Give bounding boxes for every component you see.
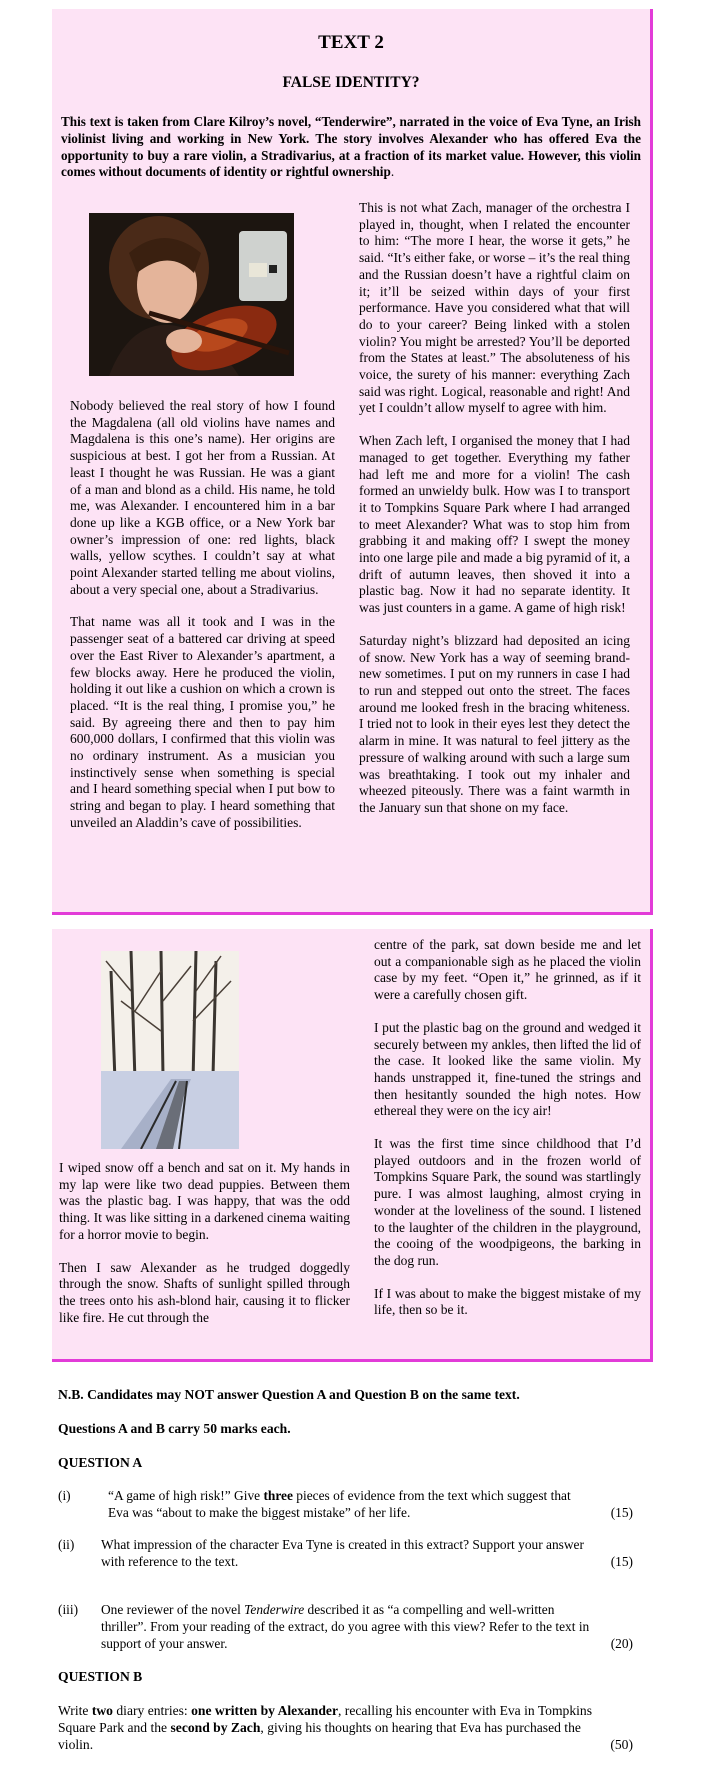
- paragraph: When Zach left, I organised the money that I had managed to get together. Everything my father had left me and more for a violin! The cash formed an unwieldy bulk. How was I to transport it to Tompkins Square Park where I had arranged to meet Alexander? What was to stop him from grabbing it and making off? I swept the money into one large pile and made a big pyramid of it, a drift of autumn leaves, then shoved it into a plastic bag. Now it had no separate identity. It was just counters in a game. A game of high risk!: [359, 433, 630, 616]
- text-column-1: [70, 398, 335, 848]
- paragraph: I put the plastic bag on the ground and wedged it securely between my ankles, then lifted the lid of the case. It looked like the same violin. My hands unstrapped it, fine-tuned the strings and then hesitantly sounded the high notes. How ethereal they were on the icy air!: [374, 1019, 641, 1119]
- text-column-4: [374, 937, 641, 1335]
- paragraph: I wiped snow off a bench and sat on it. My hands in my lap were like two dead puppies. Between them was the plastic bag. I was happy, that was the odd thing. It was like sitting in a darkened cinema waiting for a horror movie to begin.: [59, 1160, 350, 1242]
- paragraph: centre of the park, sat down beside me and let out a companionable sigh as he placed the violin case by my feet. “Open it,” he grinned, as if it were a carefully chosen gift.: [374, 937, 641, 1003]
- marks-label: (15): [610, 1505, 633, 1520]
- paragraph: Saturday night’s blizzard had deposited an icing of snow. New York has a way of seeming brand-new sometimes. I put on my runners in case I had to run and stepped out onto the street. The faces around me looked fresh in the bracing whiteness. I tried not to look in their eyes lest they detect the alarm in mine. It was natural to feel jittery as the pressure of walking around with such a large sum was breathtaking. I took out my inhaler and wheezed piteously. There was a faint warmth in the January sun that shone on my face.: [359, 632, 630, 815]
- page-title: TEXT 2: [318, 32, 384, 53]
- paragraph: Nobody believed the real story of how I found the Magdalena (all old violins have names and Magdalena is this one’s name). Her origins are suspicious at best. I got her from a Russian. At least I thought he was Russian. He was a giant of a man and blond as a child. His name, he told me, was Alexander. I encountered him in a bar done up like a KGB office, or a New York bar owner’s impression of one: red lights, black walls, yellow scythes. I couldn’t say at what point Alexander started telling me about violins, about a very special one, about a Stradivarius.: [70, 398, 335, 597]
- question-a-item-3: [58, 1601, 633, 1653]
- paragraph: This is not what Zach, manager of the orchestra I played in, thought, when I related the encounter to him: “The more I hear, the worse it gets,” he said. “It’s either fake, or worse – it’s the real thing and the Russian doesn’t have a rightful claim on it; it’ll be seized within days of your first performance. Have you considered what that will do to your career? Being linked with a stolen violin? You might be arrested? You’ll be deported from the States at least.” The absoluteness of his voice, the surety of his manner: everything Zach said was right. Logical, reasonable and right! And yet I couldn’t allow myself to agree with him.: [359, 200, 630, 416]
- question-text: What impression of the character Eva Tyne is created in this extract? Support your answer with reference to the text. (15): [101, 1537, 633, 1569]
- paragraph: That name was all it took and I was in the passenger seat of a battered car driving at speed over the East River to Alexander’s apartment, a few blocks away. Here he produced the violin, holding it out like a cushion on which a crown is placed. “It is the real thing, I promise you,” he said. By agreeing there and then to pay him 600,000 dollars, I confirmed that this violin was no ordinary instrument. As a musician you instinctively sense when something is special and I heard something special when I put bow to string and began to play. I heard something that unveiled an Aladdin’s cave of possibilities.: [70, 614, 335, 830]
- text-column-3: [59, 1160, 350, 1342]
- text-column-2: [359, 200, 630, 833]
- text-box-1: [52, 9, 653, 915]
- question-number: (ii): [58, 1537, 75, 1552]
- violinist-photo: [89, 213, 294, 376]
- snowy-park-bench-photo: [101, 951, 239, 1149]
- question-b-title: QUESTION B: [58, 1669, 143, 1684]
- marks-label: (15): [610, 1554, 633, 1569]
- question-a-title: QUESTION A: [58, 1455, 143, 1470]
- question-number: (iii): [58, 1602, 79, 1617]
- question-text: One reviewer of the novel Tenderwire described it as “a compelling and well-written thriller”. From your reading of the extract, do you agree with this view? Refer to the text in support of your answer. (20): [101, 1602, 633, 1651]
- marks-note: Questions A and B carry 50 marks each.: [58, 1421, 291, 1436]
- extract-title: FALSE IDENTITY?: [282, 74, 420, 91]
- question-b-text: Write two diary entries: one written by Alexander, recalling his encounter with Eva in Tompkins Square Park and the second by Zach, giving his thoughts on hearing that Eva has purchased the violin. (50): [58, 1703, 633, 1752]
- marks-label: (20): [610, 1636, 633, 1651]
- nb-note: N.B. Candidates may NOT answer Question A and Question B on the same text.: [58, 1387, 520, 1402]
- question-number: (i): [58, 1488, 71, 1503]
- marks-label: (50): [610, 1737, 633, 1752]
- paragraph: It was the first time since childhood that I’d played outdoors and in the frozen world of Tompkins Square Park, the sound was startlingly pure. I was almost laughing, almost crying in wonder at the loveliness of the sound. I listened to the laughter of the children in the playground, the cooing of the woodpigeons, the barking in the dog run.: [374, 1136, 641, 1268]
- paragraph: Then I saw Alexander as he trudged doggedly through the snow. Shafts of sunlight spilled through the trees onto his ash-blond hair, causing it to flicker like fire. He cut through the: [59, 1259, 350, 1325]
- question-text: “A game of high risk!” Give three pieces of evidence from the text which suggest that Eva was “about to make the biggest mistake” of her life. (15): [108, 1488, 633, 1520]
- intro-paragraph: This text is taken from Clare Kilroy’s novel, “Tenderwire”, narrated in the voice of Eva Tyne, an Irish violinist living and working in New York. The story involves Alexander who has offered Eva the opportunity to buy a rare violin, a Stradivarius, at a fraction of its market value. However, this violin comes without documents of identity or rightful ownership.: [61, 114, 641, 180]
- question-a-item-1: [58, 1487, 633, 1523]
- question-a-item-2: [58, 1536, 633, 1572]
- paragraph: If I was about to make the biggest mistake of my life, then so be it.: [374, 1285, 641, 1318]
